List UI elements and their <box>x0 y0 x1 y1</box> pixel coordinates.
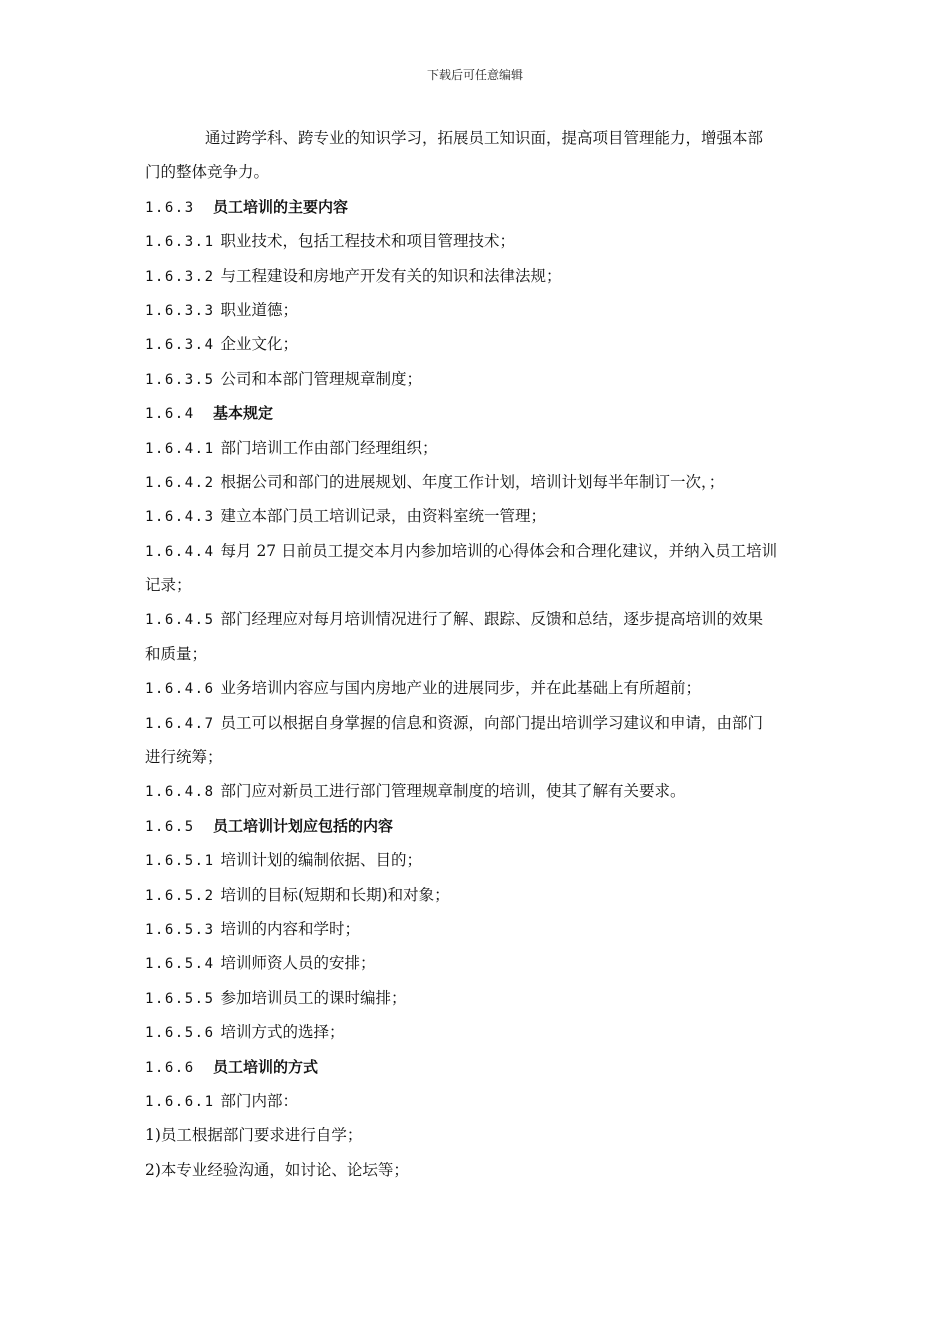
clause-1-6-4-5-continued: 和质量； <box>145 644 208 663</box>
clause-1-6-5-2: 1.6.5.2 培训的目标(短期和长期)和对象； <box>145 885 450 904</box>
clause-1-6-3-2: 1.6.3.2 与工程建设和房地产开发有关的知识和法律法规； <box>145 266 562 285</box>
section-heading-1-6-3: 1.6.3 员工培训的主要内容 <box>145 197 349 216</box>
clause-1-6-4-6: 1.6.4.6 业务培训内容应与国内房地产业的进展同步，并在此基础上有所超前； <box>145 679 702 698</box>
clause-1-6-4-2: 1.6.4.2 根据公司和部门的进展规划、年度工作计划，培训计划每半年制订一次，； <box>145 472 725 491</box>
list-item-2: 2)本专业经验沟通，如讨论、论坛等； <box>145 1160 409 1179</box>
clause-1-6-4-8: 1.6.4.8 部门应对新员工进行部门管理规章制度的培训，使其了解有关要求。 <box>145 782 686 801</box>
clause-1-6-3-3: 1.6.3.3 职业道德； <box>145 300 299 319</box>
clause-1-6-5-3: 1.6.5.3 培训的内容和学时； <box>145 919 361 938</box>
clause-1-6-3-4: 1.6.3.4 企业文化； <box>145 335 299 354</box>
clause-1-6-4-1: 1.6.4.1 部门培训工作由部门经理组织； <box>145 438 438 457</box>
document-body <box>145 125 810 1191</box>
clause-1-6-4-3: 1.6.4.3 建立本部门员工培训记录，由资料室统一管理； <box>145 507 547 526</box>
clause-1-6-5-5: 1.6.5.5 参加培训员工的课时编排； <box>145 988 407 1007</box>
intro-paragraph-line-1: 通过跨学科、跨专业的知识学习，拓展员工知识面，提高项目管理能力，增强本部 <box>205 129 764 147</box>
section-heading-1-6-5: 1.6.5 员工培训计划应包括的内容 <box>145 816 394 835</box>
clause-1-6-3-5: 1.6.3.5 公司和本部门管理规章制度； <box>145 369 423 388</box>
section-heading-1-6-4: 1.6.4 基本规定 <box>145 404 274 423</box>
clause-1-6-3-1: 1.6.3.1 职业技术，包括工程技术和项目管理技术； <box>145 232 516 251</box>
clause-1-6-6-1: 1.6.6.1 部门内部： <box>145 1091 299 1110</box>
clause-1-6-4-5: 1.6.4.5 部门经理应对每月培训情况进行了解、跟踪、反馈和总结，逐步提高培训的效果 <box>145 610 764 629</box>
clause-1-6-5-1: 1.6.5.1 培训计划的编制依据、目的； <box>145 851 423 870</box>
clause-1-6-4-7-continued: 进行统筹； <box>145 748 223 767</box>
clause-1-6-4-4-continued: 记录； <box>145 576 192 595</box>
clause-1-6-5-4: 1.6.5.4 培训师资人员的安排； <box>145 954 376 973</box>
page-header-note: 下载后可任意编辑 <box>426 68 523 82</box>
section-heading-1-6-6: 1.6.6 员工培训的方式 <box>145 1057 319 1076</box>
clause-1-6-4-7: 1.6.4.7 员工可以根据自身掌握的信息和资源，向部门提出培训学习建议和申请，由部门 <box>145 713 764 732</box>
intro-paragraph-line-2: 门的整体竞争力。 <box>145 163 270 182</box>
clause-1-6-4-4: 1.6.4.4 每月 27 日前员工提交本月内参加培训的心得体会和合理化建议，并纳入员工培训 <box>145 541 778 560</box>
clause-1-6-5-6: 1.6.5.6 培训方式的选择； <box>145 1023 345 1042</box>
list-item-1: 1)员工根据部门要求进行自学； <box>145 1126 363 1145</box>
